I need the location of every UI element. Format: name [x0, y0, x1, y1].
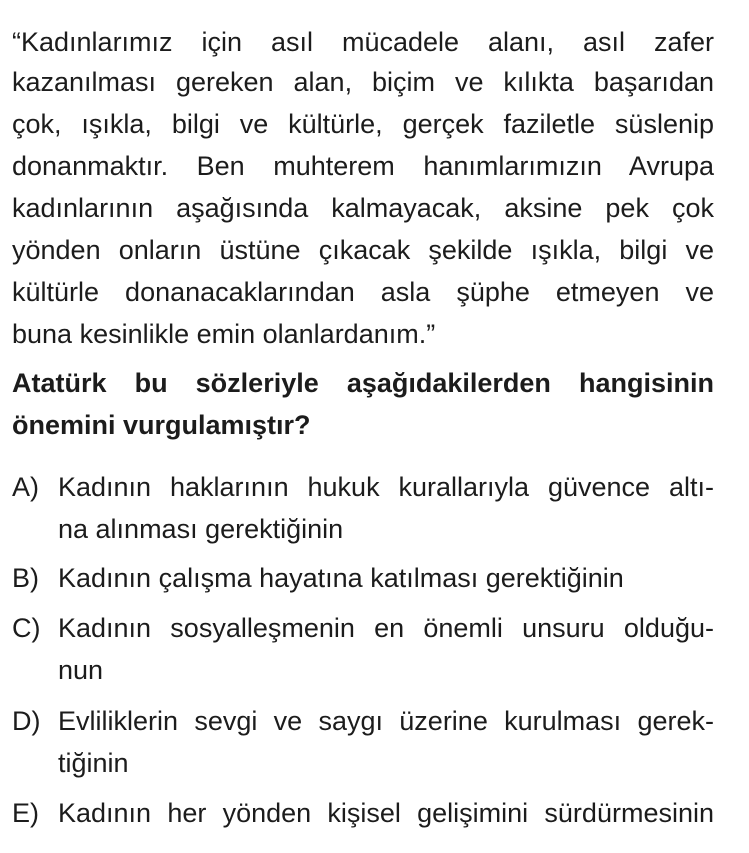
quote-line-2: kazanılması gereken alan, biçim ve kılıkta başarıdan [12, 67, 714, 97]
option-a-letter: A) [12, 472, 39, 502]
quote-line-1: “Kadınlarımız için asıl mücadele alanı, asıl zafer [12, 27, 714, 57]
option-c-line-1: Kadının sosyalleşmenin en önemli unsuru olduğu- [58, 613, 714, 643]
option-d-line-2: tiğinin [58, 748, 129, 778]
quote-line-6: yönden onların üstüne çıkacak şekilde ışıkla, bilgi ve [12, 235, 714, 265]
question-line-2: önemini vurgulamıştır? [12, 410, 311, 440]
quote-line-7: kültürle donanacaklarından asla şüphe etmeyen ve [12, 277, 714, 307]
option-a-line-2: na alınması gerektiğinin [58, 514, 344, 544]
option-c-line-2: nun [58, 655, 104, 685]
quote-line-8: buna kesinlikle emin olanlardanım.” [12, 319, 436, 349]
option-e-letter: E) [12, 798, 39, 828]
question-line-1: Atatürk bu sözleriyle aşağıdakilerden hangisinin [12, 368, 714, 398]
quote-line-5: kadınlarının aşağısında kalmayacak, aksine pek çok [12, 193, 714, 223]
option-c-letter: C) [12, 613, 41, 643]
option-d-line-1: Evliliklerin sevgi ve saygı üzerine kurulması gerek- [58, 706, 714, 736]
option-d-letter: D) [12, 706, 41, 736]
option-b-line-1: Kadının çalışma hayatına katılması gerektiğinin [58, 563, 624, 593]
option-a-line-1: Kadının haklarının hukuk kurallarıyla güvence altı- [58, 472, 714, 502]
quote-line-4: donanmaktır. Ben muhterem hanımlarımızın Avrupa [12, 151, 714, 181]
option-e-line-1: Kadının her yönden kişisel gelişimini sürdürmesinin [58, 798, 714, 828]
option-b-letter: B) [12, 563, 39, 593]
quote-line-3: çok, ışıkla, bilgi ve kültürle, gerçek faziletle süslenip [12, 109, 714, 139]
